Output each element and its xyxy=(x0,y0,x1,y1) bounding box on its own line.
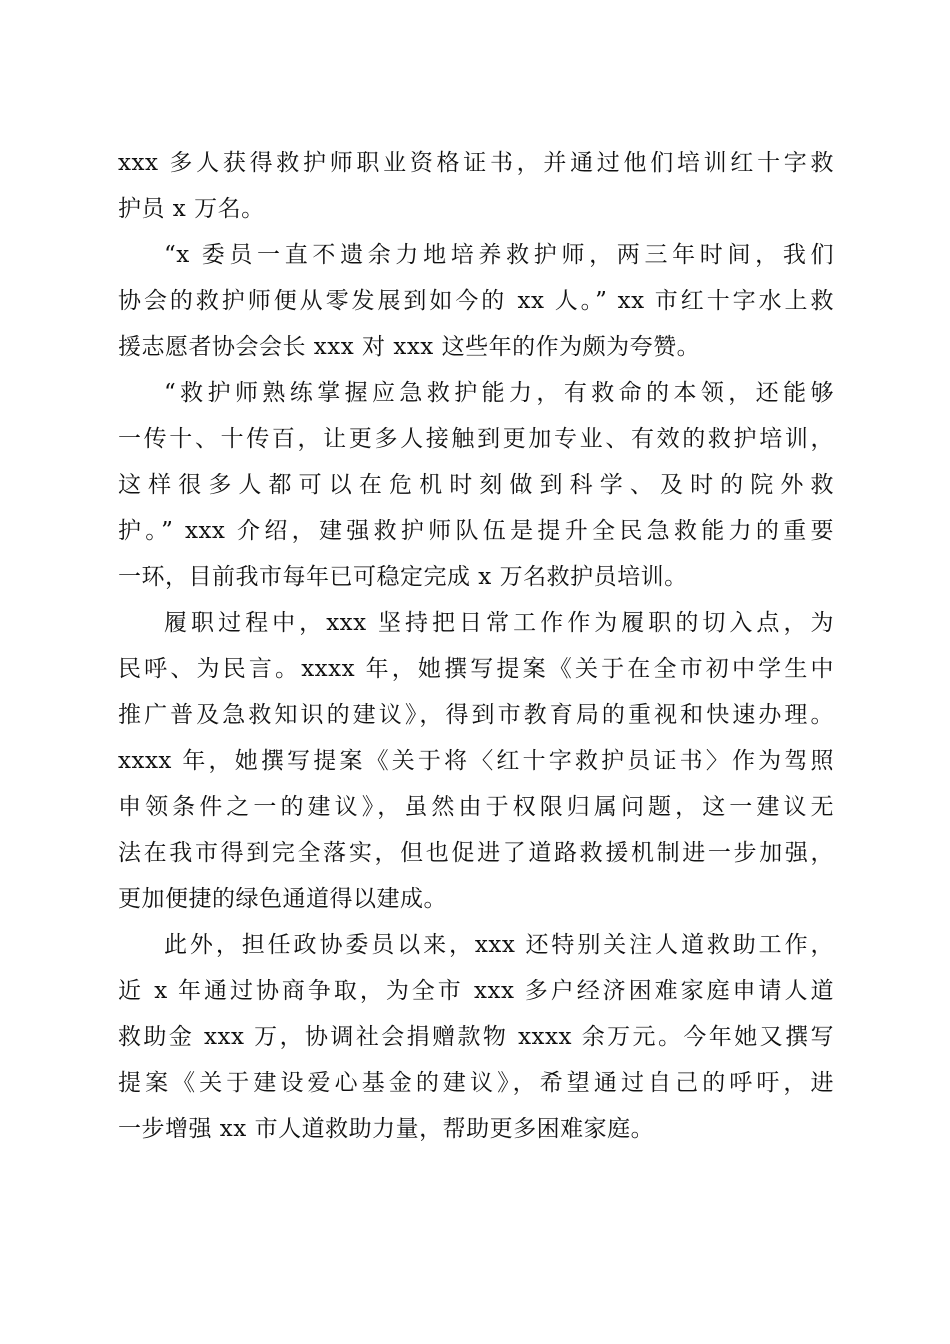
paragraph-2 xyxy=(118,232,834,370)
paragraph-line: 民呼、为民言。xxxx 年，她撰写提案《关于在全市初中学生中 xyxy=(118,656,834,682)
paragraph-4 xyxy=(118,600,834,922)
paragraph-line: 一步增强 xx 市人道救助力量，帮助更多困难家庭。 xyxy=(118,1116,655,1142)
paragraph-line: 法在我市得到完全落实，但也促进了道路救援机制进一步加强， xyxy=(118,840,834,866)
paragraph-line: xxx 多人获得救护师职业资格证书，并通过他们培训红十字救 xyxy=(118,150,834,176)
paragraph-line: 近 x 年通过协商争取，为全市 xxx 多户经济困难家庭申请人道 xyxy=(118,978,834,1004)
document-body xyxy=(118,140,834,1152)
paragraph-line: xxxx 年，她撰写提案《关于将〈红十字救护员证书〉作为驾照 xyxy=(118,748,834,774)
paragraph-line: 协会的救护师便从零发展到如今的 xx 人。” xx 市红十字水上救 xyxy=(118,288,834,314)
paragraph-line: 这样很多人都可以在危机时刻做到科学、及时的院外救 xyxy=(118,472,834,498)
paragraph-line: 救助金 xxx 万，协调社会捐赠款物 xxxx 余万元。今年她又撰写 xyxy=(118,1024,834,1050)
paragraph-3 xyxy=(118,370,834,600)
paragraph-5 xyxy=(118,922,834,1152)
paragraph-line: 提案《关于建设爱心基金的建议》，希望通过自己的呼吁，进 xyxy=(118,1070,834,1096)
paragraph-line: 一传十、十传百，让更多人接触到更加专业、有效的救护培训， xyxy=(118,426,834,452)
paragraph-line: 护员 x 万名。 xyxy=(118,196,265,222)
paragraph-line: 更加便捷的绿色通道得以建成。 xyxy=(118,886,447,912)
paragraph-1 xyxy=(118,140,834,232)
paragraph-line: 一环，目前我市每年已可稳定完成 x 万名救护员培训。 xyxy=(118,564,688,590)
paragraph-line: 护。” xxx 介绍，建强救护师队伍是提升全民急救能力的重要 xyxy=(118,518,834,544)
paragraph-line: “x 委员一直不遗余力地培养救护师，两三年时间，我们 xyxy=(164,242,834,268)
paragraph-line: “救护师熟练掌握应急救护能力，有救命的本领，还能够 xyxy=(164,380,834,406)
paragraph-line: 履职过程中，xxx 坚持把日常工作作为履职的切入点，为 xyxy=(164,610,834,636)
paragraph-line: 申领条件之一的建议》，虽然由于权限归属问题，这一建议无 xyxy=(118,794,834,820)
paragraph-line: 推广普及急救知识的建议》，得到市教育局的重视和快速办理。 xyxy=(118,702,834,728)
paragraph-line: 援志愿者协会会长 xxx 对 xxx 这些年的作为颇为夸赞。 xyxy=(118,334,701,360)
paragraph-line: 此外，担任政协委员以来，xxx 还特别关注人道救助工作， xyxy=(164,932,834,958)
